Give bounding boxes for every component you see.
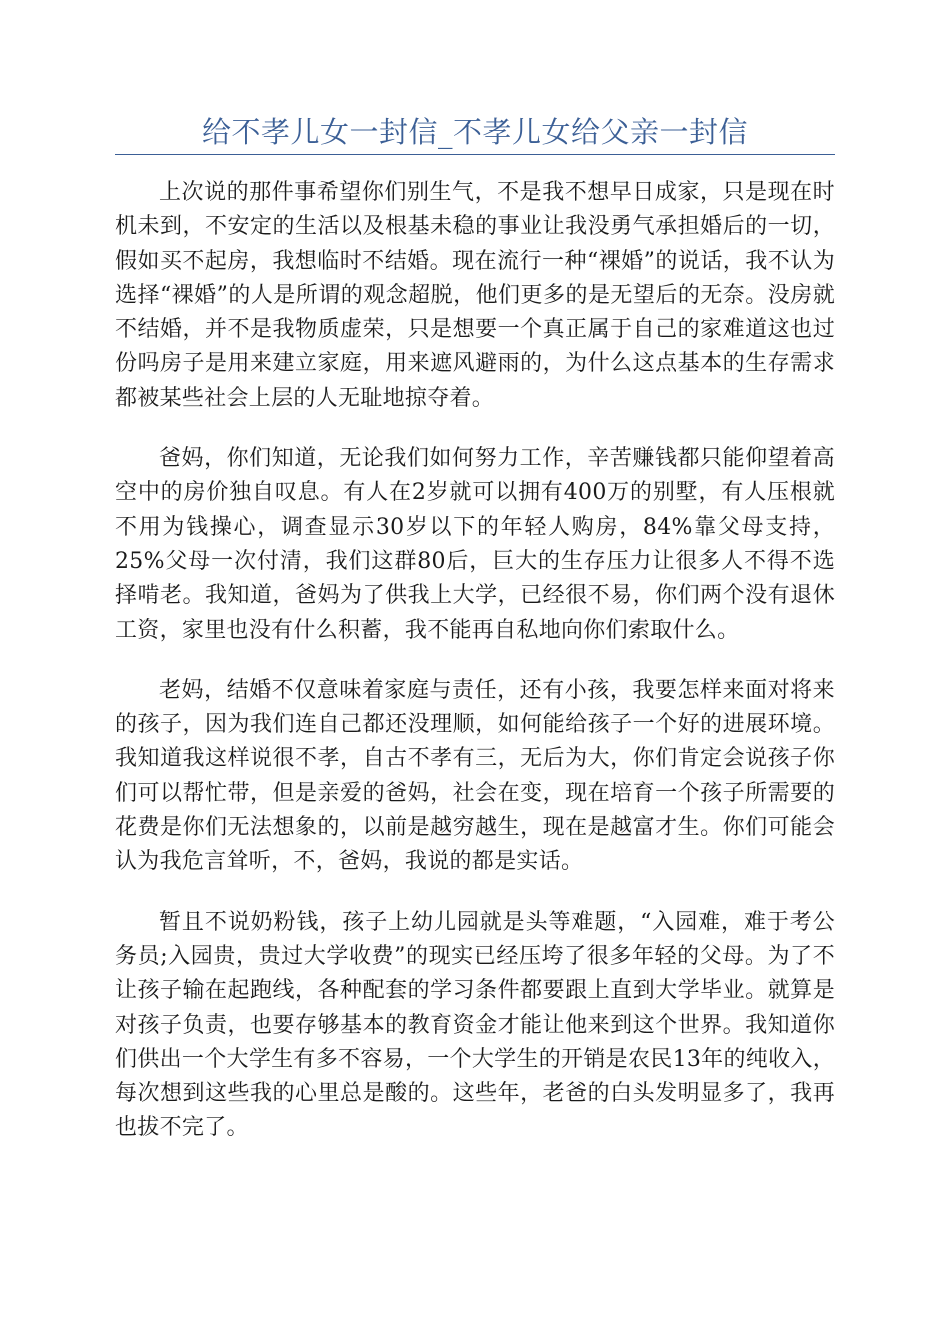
document-title: 给不孝儿女一封信_不孝儿女给父亲一封信 [201, 115, 748, 149]
paragraph-3: 老妈，结婚不仅意味着家庭与责任，还有小孩，我要怎样来面对将来的孩子，因为我们连自己都还没理顺，如何能给孩子一个好的进展环境。我知道我这样说很不孝，自古不孝有三，无后为大，你们肯定会说孩子你们可以帮忙带，但是亲爱的爸妈，社会在变，现在培育一个孩子所需要的花费是你们无法想象的，以前是越穷越生，现在是越富才生。你们可能会认为我危言耸听，不，爸妈，我说的都是实话。 [115, 677, 835, 875]
document-body [115, 148, 835, 1172]
paragraph-4: 暂且不说奶粉钱，孩子上幼儿园就是头等难题，“入园难，难于考公务员;入园贵，贵过大学收费”的现实已经压垮了很多年轻的父母。为了不让孩子输在起跑线，各种配套的学习条件都要跟上直到大学毕业。就算是对孩子负责，也要存够基本的教育资金才能让他来到这个世界。我知道你们供出一个大学生有多不容易，一个大学生的开销是农民13年的纯收入，每次想到这些我的心里总是酸的。这些年，老爸的白头发明显多了，我再也拔不完了。 [115, 909, 835, 1141]
paragraph-2: 爸妈，你们知道，无论我们如何努力工作，辛苦赚钱都只能仰望着高空中的房价独自叹息。有人在2岁就可以拥有400万的别墅，有人压根就不用为钱操心，调查显示30岁以下的年轻人购房，84%靠父母支持，25%父母一次付清，我们这群80后，巨大的生存压力让很多人不得不选择啃老。我知道，爸妈为了供我上大学，已经很不易，你们两个没有退休工资，家里也没有什么积蓄，我不能再自私地向你们索取什么。 [115, 446, 835, 643]
paragraph-1: 上次说的那件事希望你们别生气，不是我不想早日成家，只是现在时机未到，不安定的生活以及根基未稳的事业让我没勇气承担婚后的一切，假如买不起房，我想临时不结婚。现在流行一种“裸婚”的说话，我不认为选择“裸婚”的人是所谓的观念超脱，他们更多的是无望后的无奈。没房就不结婚，并不是我物质虚荣，只是想要一个真正属于自己的家难道这也过份吗房子是用来建立家庭，用来遮风避雨的，为什么这点基本的生存需求都被某些社会上层的人无耻地掠夺着。 [115, 180, 835, 411]
